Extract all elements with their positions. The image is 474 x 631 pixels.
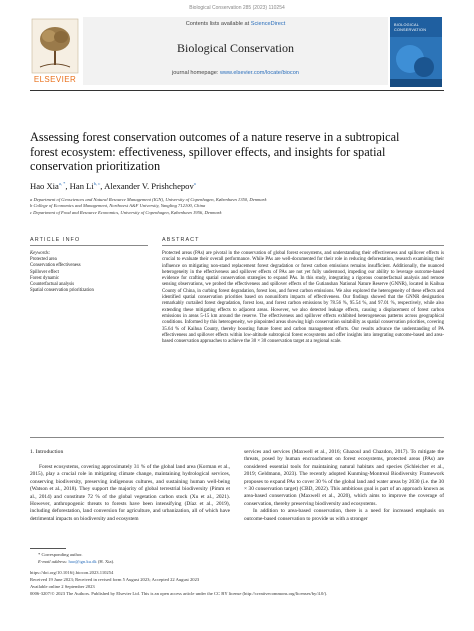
intro-paragraph: In addition to area-based conservation, there is a need for increased emphasis on outcome-based conservation to provide us with a stronger — [244, 508, 444, 522]
footnote-rule — [30, 548, 66, 549]
journal-cover-thumbnail — [390, 17, 442, 87]
journal-info-box — [83, 17, 388, 85]
affiliation: a Department of Geosciences and Natural Resource Management (IGN), University of Copenhagen, København 1350, Denmark — [30, 197, 267, 202]
keyword: Forest dynamic — [30, 275, 60, 281]
tree-logo-icon — [30, 17, 80, 79]
available-online: Available online 2 September 2023 — [30, 584, 95, 589]
author-name: Han Li — [69, 181, 94, 191]
affiliation: b College of Economics and Management, Northwest A&F University, Yangling 712100, China — [30, 203, 206, 209]
author-marks[interactable]: b, c — [93, 181, 101, 187]
doi-link[interactable]: https://doi.org/10.1016/j.biocon.2023.110254 — [30, 570, 114, 575]
corresponding-author-note: * Corresponding author. — [38, 552, 83, 557]
journal-masthead — [30, 17, 442, 87]
received-dates: Received 19 June 2023; Received in revised form 5 August 2023; Accepted 22 August 2023 — [30, 577, 200, 582]
keywords-block — [30, 251, 150, 294]
homepage-line — [83, 70, 388, 76]
article-info-rule — [30, 245, 148, 246]
article-title: Assessing forest conservation outcomes of a nature reserve in a subtropical forest ecosystem: effectiveness, spillover effects, and insights for spatial conservation prioritization — [30, 130, 400, 173]
journal-homepage-link[interactable]: www.elsevier.com/locate/biocon — [219, 70, 299, 76]
intro-paragraph: services and services (Maxwell et al., 2016; Ghazoul and Chazdon, 2017). To mitigate the threats, posed by human encroachment on forest ecosystems, protected areas (PAs) are considered essential tools for maintaining natural habitats and species (Schleicher et al., 2019; Geldmann, 2023). The recently adopted Kunming-Montreal Biodiversity Framework proposes to expand PAs to cover 30 % of the global land and water areas by 2030 (i.e. the 30 × 30 conservation target) (CBD, 2022). This ambitious goal is part of an approach known as area-based conservation (Maxwell et al., 2020), which aims to improve the coverage of conservation, thereby preserving biodiversity and ecosystems. — [244, 449, 444, 507]
license-line: 0006-3207/© 2023 The Authors. Published by Elsevier Ltd. This is an open access article under the CC BY license (http://creativecommons.org/licenses/by/4.0/). — [30, 591, 328, 596]
author-marks[interactable]: a, * — [58, 181, 66, 187]
elsevier-logo — [30, 17, 80, 87]
abstract-heading: ABSTRACT — [162, 237, 200, 243]
contents-prefix: Contents lists available at — [185, 21, 251, 27]
publisher-wordmark: ELSEVIER — [33, 75, 77, 84]
keyword: Spillover effect — [30, 269, 59, 275]
keyword: Spatial conservation prioritization — [30, 288, 94, 294]
email-suffix: (H. Xia). — [96, 559, 115, 564]
cover-image-icon — [390, 37, 442, 87]
homepage-prefix: journal homepage: — [172, 70, 220, 76]
article-info-heading: ARTICLE INFO — [30, 237, 81, 243]
journal-reference: Biological Conservation 285 (2023) 110254 — [189, 5, 285, 11]
introduction-column-right — [244, 449, 444, 523]
email-link[interactable]: hao@ign.ku.dk — [68, 559, 97, 564]
cover-title: BIOLOGICAL CONSERVATION — [394, 23, 427, 32]
abstract-rule — [162, 245, 444, 246]
affiliations — [30, 197, 444, 216]
introduction-heading: 1. Introduction — [30, 449, 64, 455]
sciencedirect-link[interactable]: ScienceDirect — [250, 21, 286, 27]
keyword: Conservation effectiveness — [30, 263, 81, 269]
author-marks[interactable]: a — [193, 181, 196, 187]
contents-line — [83, 21, 388, 27]
email-label: E-mail address: — [38, 559, 69, 564]
keyword: Counterfactual analysis — [30, 282, 75, 288]
masthead-rule — [30, 90, 444, 91]
email-line — [38, 559, 114, 565]
journal-name: Biological Conservation — [177, 41, 294, 55]
affiliation: c Department of Food and Resource Economics, University of Copenhagen, København 1956, Denmark — [30, 209, 222, 215]
author-name: Hao Xia — [30, 181, 59, 191]
keywords-label: Keywords: — [30, 251, 51, 256]
abstract-bottom-rule — [30, 437, 444, 438]
author-list: Hao Xia$^{a, *}$, Han Li$^{b, c}$, Alexander V. Prishchepov$^a$ — [30, 181, 196, 191]
author-name: Alexander V. Prishchepov — [104, 181, 194, 191]
introduction-column-left: Forest ecosystems, covering approximately 31 % of the global land area (Korman et al., 2015), play a crucial role in mitigating climate change, maintaining hydrological services, conserving biodiversity, preserving indigenous cultures, and sustaining human well-being (Watson et al., 2018). They support the majority of global terrestrial biodiversity (Pimm et al., 2014) and constitute 72 % of the global vegetation carbon stock (Xu et al., 2021). However, anthropogenic threats to forests have been intensifying (Díaz et al., 2019), including deforestation, land conversion for agriculture, and urbanization, all of which have detrimental impacts on biodiversity and ecosystem — [30, 464, 230, 522]
abstract-text: Protected areas (PAs) are pivotal in the conservation of global forest ecosystems, and understanding their effectiveness and spillover effects is crucial to evaluate their overall performance. While PAs are well-documented for their role in reducing deforestation, research examining their influence on mitigating non-stand replacement forest degradation or forest carbon emissions remains insufficient. Additionally, the nuanced heterogeneity in the effectiveness and spillover effects of PAs are not yet fully understood, impeding our ability to leverage outcome-based evidence for crafting spatial conservation strategies to expand PAs. In this study, integrating a rigorous counterfactual analysis and remote sensing observations, we probed the effectiveness and spillover effects of the Gutianshan National Nature Reserve (GNNR), located in Kaihua County of China, in curbing forest degradation, forest loss, and forest carbon emissions. We also explored the heterogeneity of these effects and identified spatial conservation priorities based on nonuniform impacts of effectiveness. Our findings showed that the GNNR designation remarkably curtailed forest degradation, forest loss, and forest carbon emissions by 78.56 %, 95.54 %, and 97.01 %, respectively, while also extending these mitigating effects to adjacent areas. However, we also detected leakage effects, causing a displacement of forest carbon emissions in areas 5-15 km around the reserve. The effectiveness and spillover effects exhibited heterogeneous patterns across geographical conditions. Informed by this heterogeneity, we pinpointed areas showing high conservation suitability as spatial conservation priorities, covering 35.64 % of Kaihua County, thereby boosting future forest and carbon management efforts. Our results advance the understanding of PA effectiveness and spillover effects within low-altitude subtropical forest ecosystems and offer insights into integrating outcome-based and area-based conservation approaches to achieve the 30 × 30 conservation target at a regional scale. — [162, 251, 444, 345]
keyword: Protected area — [30, 257, 57, 263]
